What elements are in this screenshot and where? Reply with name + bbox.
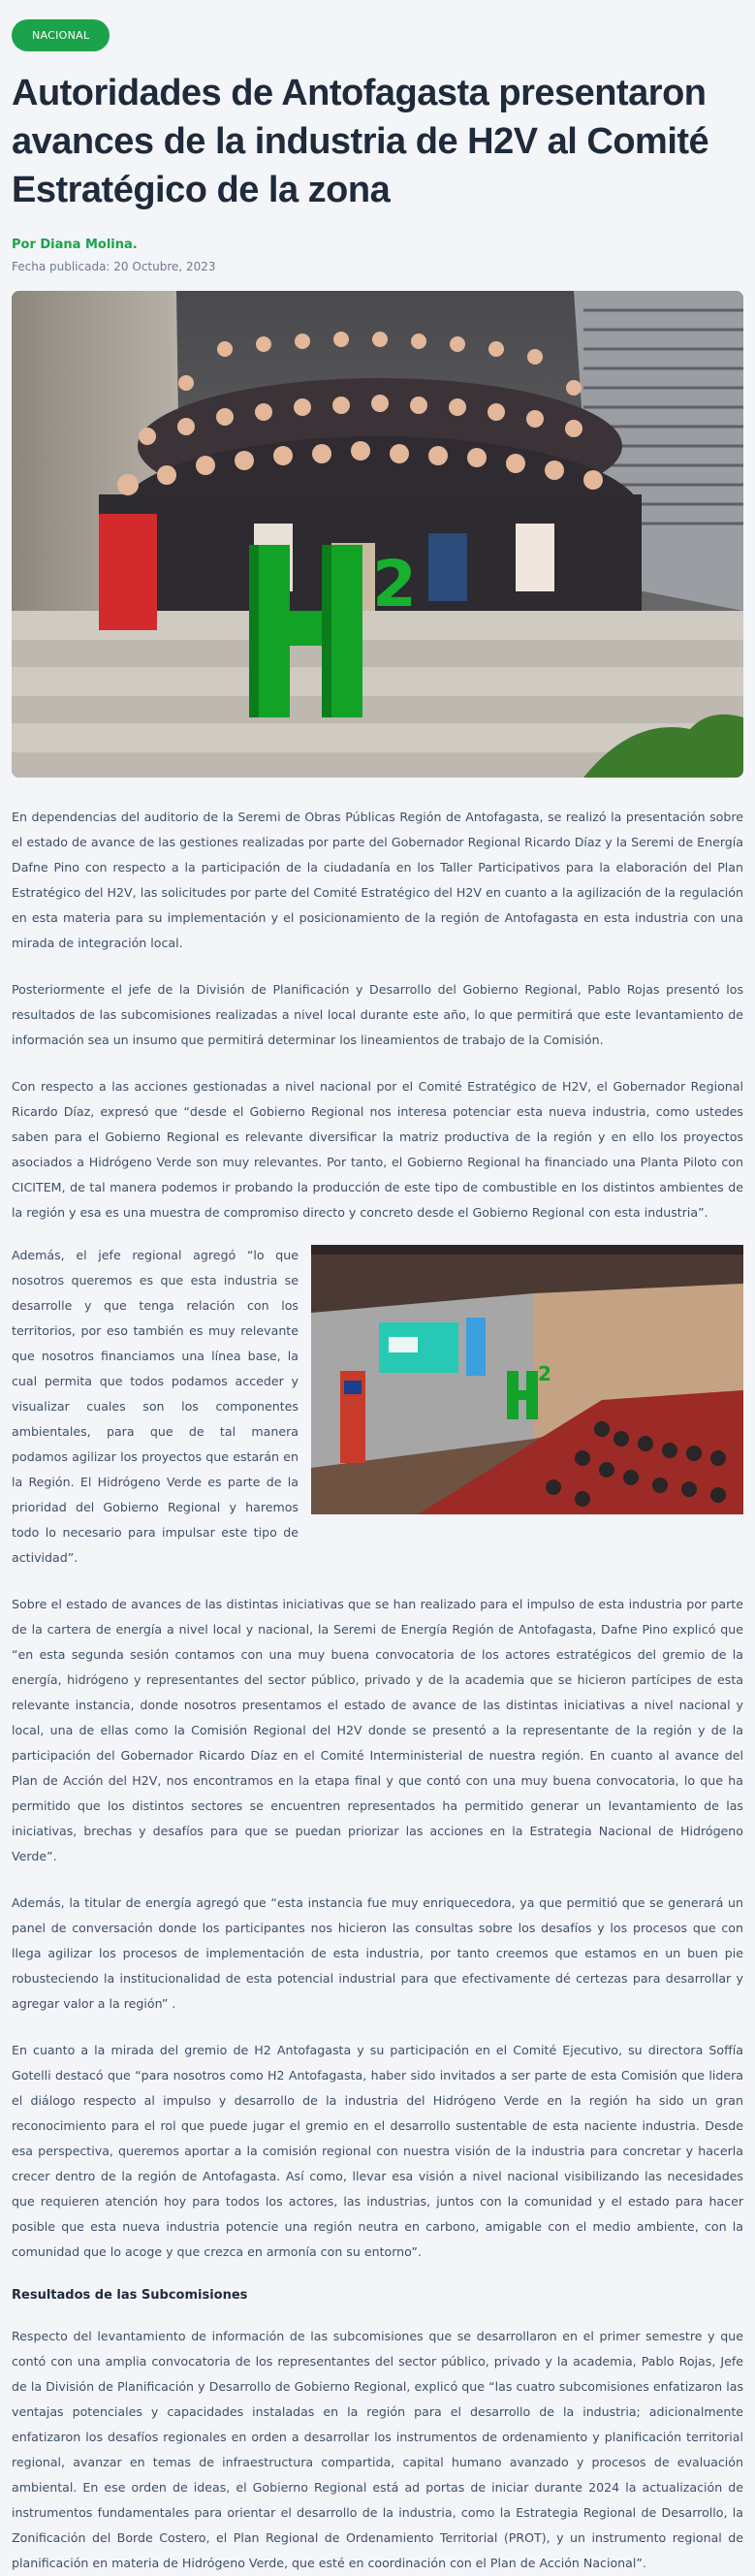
inline-letter-2: 2 — [538, 1362, 551, 1385]
hero-photo-illustration — [12, 291, 743, 778]
article-title: Autoridades de Antofagasta presentaron avances de la industria de H2V al Comité Estratégico de la zona — [12, 73, 709, 210]
hero-image — [12, 291, 743, 778]
hero-letter-2: 2 — [372, 547, 417, 621]
paragraph-7: En cuanto a la mirada del gremio de H2 Antofagasta y su participación en el Comité Ejecutivo, su directora Soffía Gotelli destacó que “para nosotros como H2 Antofagasta, haber sido invitados a ser parte de esta Comisión que lidera el diálogo respecto al impulso y desarrollo de la industria del Hidrógeno Verde en la región ha sido un gran reconocimiento para el rol que puede jugar el gremio en el desarrollo sustentable de esta naciente industria. Desde esa perspectiva, queremos aportar a la comisión regional con nuestra visión de la industria para concretar y hacerla crecer dentro de la región de Antofagasta. Así como, llevar esa visión a nivel nacional visibilizando las necesidades que requieren atención hoy para todos los actores, las industrias, juntos con la comunidad y el estado para hacer posible que esta nueva industria potencie una región neutra en carbono, amigable con el medio ambiente, con la comunidad que lo acoge y que crezca en armonía con su entorno”. — [12, 2043, 743, 2259]
section-subheading: Resultados de las Subcomisiones — [12, 2288, 248, 2303]
paragraph-2: Posteriormente el jefe de la División de Planificación y Desarrollo del Gobierno Regional, Pablo Rojas presentó los resultados de las subcomisiones realizadas a nivel local durante este año, lo que permitirá que este levantamiento de información sea un insumo que permitirá determinar los lineamientos de trabajo de la Comisión. — [12, 982, 743, 1047]
article-author[interactable]: Por Diana Molina. — [12, 238, 138, 252]
paragraph-4: Además, el jefe regional agregó “lo que nosotros queremos es que esta industria se desarrolle y que tenga relación con los territorios, por eso también es muy relevante que nosotros financiamos una línea base, la cual permita que todos podamos acceder y visualizar cuales son los componentes ambientales, para que de tal manera podamos agilizar los proyectos que estarán en la Región. El Hidrógeno Verde es parte de la prioridad del Gobierno Regional y haremos todo lo necesario para impulsar este tipo de actividad”. — [12, 1248, 299, 1565]
quote-with-image — [12, 1243, 743, 1571]
publish-date: Fecha publicada: 20 Octubre, 2023 — [12, 260, 216, 273]
auditorium-image — [311, 1245, 743, 1514]
paragraph-1: En dependencias del auditorio de la Seremi de Obras Públicas Región de Antofagasta, se realizó la presentación sobre el estado de avance de las gestiones realizadas por parte del Gobernador Regional Ricardo Díaz y la Seremi de Energía Dafne Pino con respecto a la participación de la ciudadanía en los Taller Participativos para la elaboración del Plan Estratégico del H2V, las solicitudes por parte del Comité Estratégico del H2V en cuanto a la agilización de la regulación en esta materia para su implementación y el posicionamiento de la región de Antofagasta en esta industria con una mirada de integración local. — [12, 810, 743, 950]
paragraph-5: Sobre el estado de avances de las distintas iniciativas que se han realizado para el impulso de esta industria por parte de la cartera de energía a nivel local y nacional, la Seremi de Energía Región de Antofagasta, Dafne Pino explicó que “en esta segunda sesión contamos con una muy buena convocatoria de los actores estratégicos del gremio de la energía, hidrógeno y representantes del sector público, privado y de la academia que se hicieron partícipes de esta relevante instancia, donde nosotros presentamos el estado de avance de las distintas iniciativas a nivel nacional y local, una de ellas como la Comisión Regional del H2V donde se presentó a la representante de la región y de la participación del Gobernador Ricardo Díaz en el Comité Interministerial de nuestra región. En cuanto al avance del Plan de Acción del H2V, nos encontramos en la etapa final y que contó con una muy buena convocatoria, lo que ha permitido que los distintos sectores se encuentren representados ha permitido generar un levantamiento de las iniciativas, brechas y desafíos para que se puedan priorizar las acciones en la Estrategia Nacional de Hidrógeno Verde”. — [12, 1597, 743, 1863]
paragraph-3: Con respecto a las acciones gestionadas a nivel nacional por el Comité Estratégico de H2V, el Gobernador Regional Ricardo Díaz, expresó que “desde el Gobierno Regional nos interesa potenciar esta nueva industria, como ustedes saben para el Gobierno Regional es relevante diversificar la matriz productiva de la región y en ello los proyectos asociados a Hidrógeno Verde son muy relevantes. Por tanto, el Gobierno Regional ha financiado una Planta Piloto con CICITEM, de tal manera podemos ir probando la producción de este tipo de combustible en los distintos ambientes de la región y esa es una muestra de compromiso directo y concreto desde el Gobierno Regional con esta industria”. — [12, 1079, 743, 1220]
category-badge[interactable]: NACIONAL — [12, 19, 110, 51]
paragraph-8: Respecto del levantamiento de información de las subcomisiones que se desarrollaron en el primer semestre y que contó con una amplia convocatoria de los representantes del sector público, privado y la academia, Pablo Rojas, Jefe de la División de Planificación y Desarrollo de Gobierno Regional, explicó que “las cuatro subcomisiones enfatizaron las ventajas potenciales y capacidades instaladas en la región para el desarrollo de la industria; adicionalmente enfatizaron los desafíos regionales en orden a desarrollar los instrumentos de ordenamiento y planificación territorial regional, avanzar en temas de infraestructura compartida, capital humano avanzado y procesos de evaluación ambiental. En ese orden de ideas, el Gobierno Regional está ad portas de iniciar durante 2024 la actualización de instrumentos fundamentales para orientar el desarrollo de la industria, como la Estrategia Regional de Desarrollo, la Zonificación del Borde Costero, el Plan Regional de Ordenamiento Territorial (PROT), y un instrumento regional de planificación en materia de Hidrógeno Verde, que esté en coordinación con el Plan de Acción Nacional”. — [12, 2329, 743, 2570]
article-container — [12, 0, 743, 2576]
paragraph-6: Además, la titular de energía agregó que “esta instancia fue muy enriquecedora, ya que permitió que se generará un panel de conversación donde los participantes nos hicieron las consultas sobre los desafíos y los procesos que con llega agilizar los procesos de implementación de esta industria, por tanto creemos que estamos en un buen pie robusteciendo la institucionalidad de esta potencial industrial para que efectivamente dé certezas para desarrollar y agregar valor a la región” . — [12, 1895, 743, 2011]
auditorium-photo-illustration — [311, 1245, 743, 1514]
